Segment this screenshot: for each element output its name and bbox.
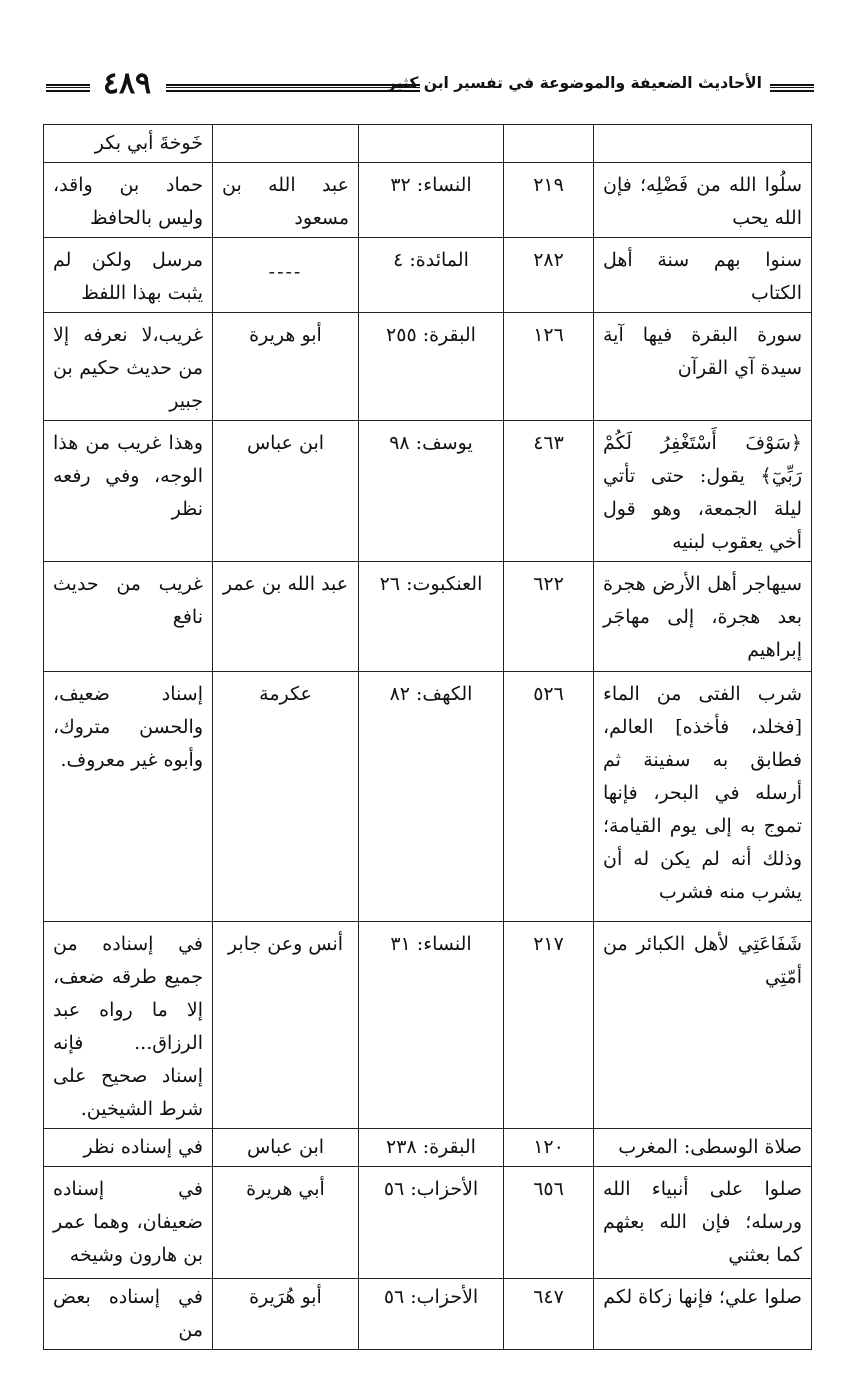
judgment: في إسناده من جميع طرقه ضعف، إلا ما رواه عبد الرزاق... فإنه إسناد صحيح على شرط الشيخين. — [44, 922, 213, 1129]
quran-reference: النساء: ٣٢ — [359, 163, 504, 238]
table-row — [44, 922, 812, 1129]
narrator: أبي هريرة — [213, 1167, 359, 1279]
judgment: حماد بن واقد، وليس بالحافظ — [44, 163, 213, 238]
quran-reference: النساء: ٣١ — [359, 922, 504, 1129]
table-row — [44, 562, 812, 672]
table-row — [44, 163, 812, 238]
narrator: عبد الله بن مسعود — [213, 163, 359, 238]
quran-reference: البقرة: ٢٣٨ — [359, 1129, 504, 1167]
hadith-table-container — [43, 124, 811, 1350]
quran-reference — [359, 125, 504, 163]
narrator: عبد الله بن عمر — [213, 562, 359, 672]
hadith-index: ٢٨٢ — [504, 238, 594, 313]
hadith-index: ٤٦٣ — [504, 421, 594, 562]
judgment: خَوخةَ أبي بكر — [44, 125, 213, 163]
hadith-index: ٢١٩ — [504, 163, 594, 238]
header-rule-left — [46, 84, 90, 92]
hadith-text: سورة البقرة فيها آية سيدة آي القرآن — [594, 313, 812, 421]
table-row — [44, 313, 812, 421]
quran-reference: الكهف: ٨٢ — [359, 672, 504, 922]
book-title: الأحاديث الضعيفة والموضوعة في تفسير ابن كثير — [387, 74, 762, 92]
hadith-index: ٦٥٦ — [504, 1167, 594, 1279]
hadith-text: صلوا علي؛ فإنها زكاة لكم — [594, 1279, 812, 1350]
table-row — [44, 1167, 812, 1279]
hadith-table — [43, 124, 812, 1350]
hadith-text: ﴿سَوْفَ أَسْتَغْفِرُ لَكُمْ رَبِّيٓ﴾ يقول: حتى تأتي ليلة الجمعة، وهو قول أخي يعقوب لبنيه — [594, 421, 812, 562]
page-number: ٤٨٩ — [102, 66, 152, 101]
judgment: في إسناده ضعيفان، وهما عمر بن هارون وشيخه — [44, 1167, 213, 1279]
quran-reference: المائدة: ٤ — [359, 238, 504, 313]
judgment: في إسناده نظر — [44, 1129, 213, 1167]
quran-reference: البقرة: ٢٥٥ — [359, 313, 504, 421]
narrator — [213, 125, 359, 163]
judgment: إسناد ضعيف، والحسن متروك، وأبوه غير معروف. — [44, 672, 213, 922]
quran-reference: الأحزاب: ٥٦ — [359, 1279, 504, 1350]
table-row — [44, 1129, 812, 1167]
narrator: أبو هُرَيرة — [213, 1279, 359, 1350]
narrator: ابن عباس — [213, 1129, 359, 1167]
quran-reference: الأحزاب: ٥٦ — [359, 1167, 504, 1279]
hadith-index: ١٢٠ — [504, 1129, 594, 1167]
hadith-index: ٦٤٧ — [504, 1279, 594, 1350]
narrator: أبو هريرة — [213, 313, 359, 421]
quran-reference: يوسف: ٩٨ — [359, 421, 504, 562]
table-row — [44, 421, 812, 562]
no-narrator-dash: ---- — [268, 261, 303, 283]
hadith-text: شرب الفتى من الماء [فخلد، فأخذه] العالم، فطابق به سفينة ثم أرسله في البحر، فإنها تموج به إلى يوم القيامة؛ وذلك أنه لم يكن له أن يشرب منه فشرب — [594, 672, 812, 922]
hadith-index: ١٢٦ — [504, 313, 594, 421]
narrator: أنس وعن جابر — [213, 922, 359, 1129]
table-row — [44, 672, 812, 922]
hadith-text — [594, 125, 812, 163]
judgment: مرسل ولكن لم يثبت بهذا اللفظ — [44, 238, 213, 313]
narrator: عكرمة — [213, 672, 359, 922]
running-header — [0, 60, 849, 110]
table-row — [44, 125, 812, 163]
hadith-text: سلُوا الله من فَضْلِه؛ فإن الله يحب — [594, 163, 812, 238]
judgment: في إسناده بعض من — [44, 1279, 213, 1350]
hadith-index: ٦٢٢ — [504, 562, 594, 672]
quran-reference: العنكبوت: ٢٦ — [359, 562, 504, 672]
header-rule-right — [770, 84, 814, 92]
narrator — [213, 238, 359, 313]
judgment: وهذا غريب من هذا الوجه، وفي رفعه نظر — [44, 421, 213, 562]
hadith-text: صلوا على أنبياء الله ورسله؛ فإن الله بعثهم كما بعثني — [594, 1167, 812, 1279]
judgment: غريب،لا نعرفه إلا من حديث حكيم بن جبير — [44, 313, 213, 421]
table-row — [44, 238, 812, 313]
header-rule-middle — [166, 84, 420, 92]
judgment: غريب من حديث نافع — [44, 562, 213, 672]
hadith-text: شَفَاعَتِي لأهل الكبائر من أمّتِي — [594, 922, 812, 1129]
hadith-text: سنوا بهم سنة أهل الكتاب — [594, 238, 812, 313]
table-row — [44, 1279, 812, 1350]
hadith-index — [504, 125, 594, 163]
narrator: ابن عباس — [213, 421, 359, 562]
hadith-text: صلاة الوسطى: المغرب — [594, 1129, 812, 1167]
hadith-index: ٢١٧ — [504, 922, 594, 1129]
hadith-text: سيهاجر أهل الأرض هجرة بعد هجرة، إلى مهاجَر إبراهيم — [594, 562, 812, 672]
hadith-index: ٥٢٦ — [504, 672, 594, 922]
